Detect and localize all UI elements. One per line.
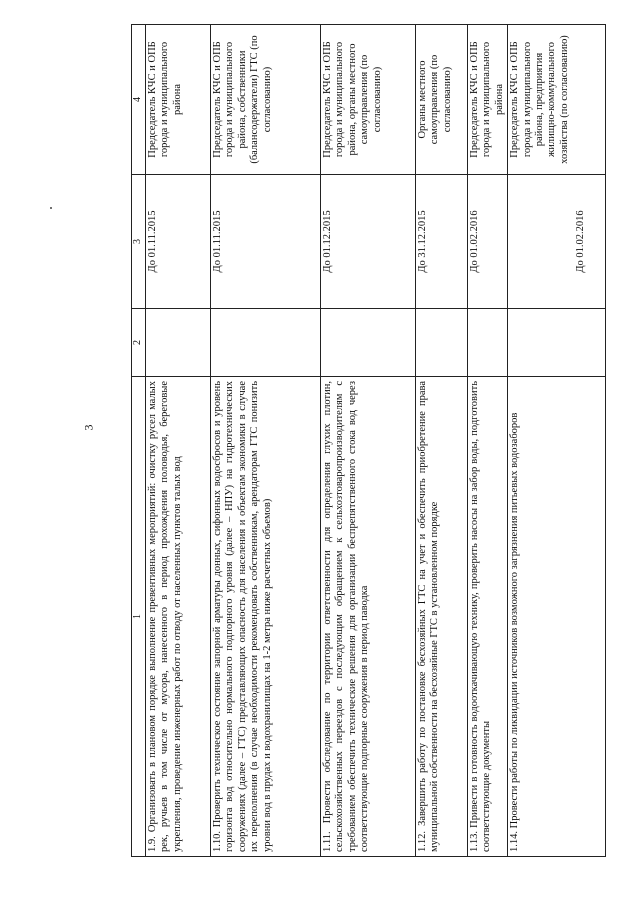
responsible-cell: Председатель КЧС и ОПБ города и муниципального района, органы местного самоуправления (по согласованию) [321,25,416,175]
table-row [468,25,508,857]
deadline-cell: До 01.12.2015 [321,175,416,309]
task-cell: 1.12. Завершить работу по постановке бесхозяйных ГТС на учет и обеспечить приобретение права муниципальной собственности на бесхозяйные ГТС в установленном порядке [416,377,468,857]
page-number: 3 [81,424,96,431]
col2-cell [416,309,468,377]
table-row [321,25,416,857]
task-cell: 1.11. Провести обследование по территории ответственности для определения глухих плотин, сельскохозяйственных переездов с последующим обращением к сельхозтоваропроизводителям с требованием обеспечить технические решения для организации беспрепятственного стока вод через соответствующие подпорные сооружения в период паводка [321,377,416,857]
table-row [211,25,321,857]
col2-cell [468,309,508,377]
responsible-cell: Председатель КЧС и ОПБ города и муниципального района, собственники (балансодержатели) ГТС (по согласованию) [211,25,321,175]
deadline-cell: До 31.12.2015 [416,175,468,309]
task-cell: 1.10. Проверить техническое состояние запорной арматуры донных, сифонных водосбросов и уровень горизонта вод относительно нормального подпорного уровня (далее – НПУ) на гидротехнических сооружениях (далее – ГТС) представляющих опасность для населения и объектам экономики в случае их переполнения (в случае необходимости рекомендовать собственникам, арендаторам ГТС понизить уровни вод в прудах и водохранилищах на 1-2 метра ниже расчетных объемов) [211,377,321,857]
header-col-2: 2 [132,309,146,377]
measures-table [131,24,606,857]
responsible-cell: Председатель КЧС и ОПБ города и муниципального района, предприятия жилищно-коммунального хозяйства (по согласованию) [508,25,606,175]
deadline-cell: До 01.11.2015 [211,175,321,309]
header-row [132,25,146,857]
header-col-4: 4 [132,25,146,175]
task-cell: 1.14. Провести работы по ликвидации источников возможного загрязнения питьевых водозаборов [508,377,606,857]
responsible-cell: Председатель КЧС и ОПБ города и муниципального района [146,25,211,175]
col2-cell [211,309,321,377]
col2-cell [321,309,416,377]
header-col-3: 3 [132,175,146,309]
task-cell: 1.13. Привести в готовность водооткачивающую технику, проверить насосы на забор воды, подготовить соответствующие документы [468,377,508,857]
responsible-cell: Председатель КЧС и ОПБ города и муниципального района [468,25,508,175]
col2-cell [146,309,211,377]
table-row [416,25,468,857]
deadline-cell: До 01.11.2015 [146,175,211,309]
header-col-1: 1 [132,377,146,857]
table-row [146,25,211,857]
col2-cell [508,309,606,377]
deadline-cell: До 01.02.2016 [468,175,508,309]
task-cell: 1.9. Организовать в плановом порядке выполнение превентивных мероприятий: очистку русел малых рек, ручьев в том числе от мусора, нанесенного в период прохождения половодья, береговые укрепления, проведение инженерных работ по отводу от населенных пунктов талых вод [146,377,211,857]
table-row [508,25,606,857]
responsible-cell: Органы местного самоуправления (по согласованию) [416,25,468,175]
deadline-cell: До 01.02.2016 [508,175,606,309]
